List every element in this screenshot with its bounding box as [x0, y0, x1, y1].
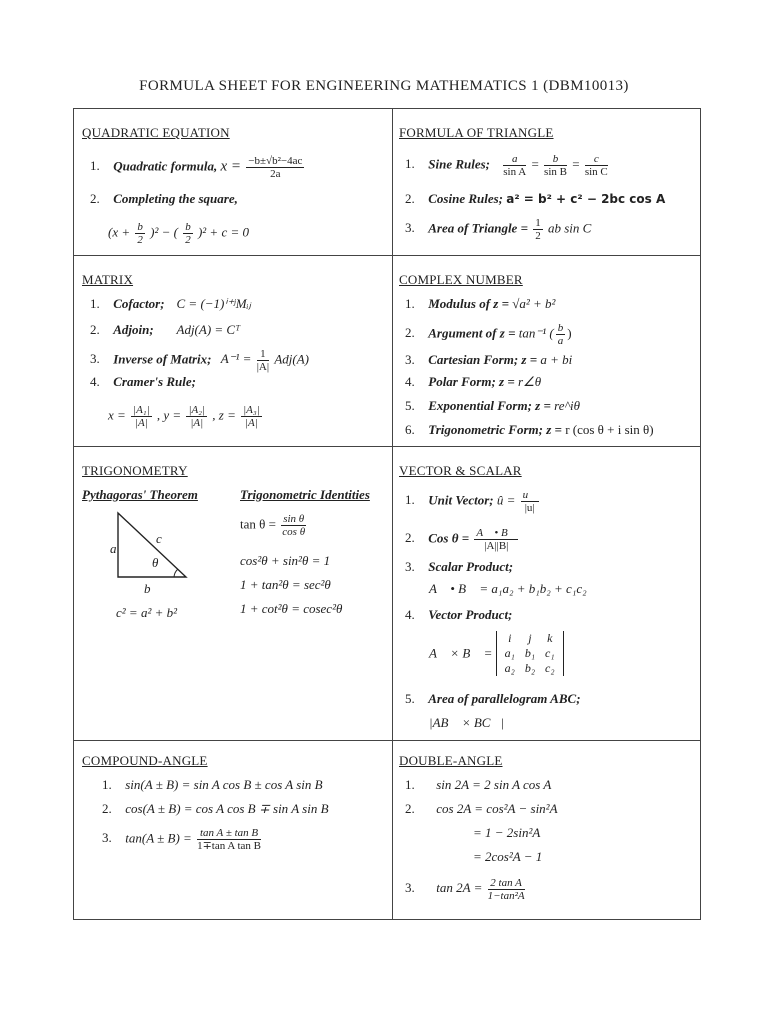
formula-line: 2. cos(A ± B) = cos A cos B ∓ sin A sin B [102, 801, 329, 816]
formula-line: 2. Completing the square, [90, 191, 238, 206]
identity-line: tan θ = $\frac{\text{sin θ}}{\text{cos θ}}$ [240, 513, 306, 538]
formula-line: A⃗ • B⃗ = a₁a₂ + b₁b₂ + c₁c₂ [429, 581, 587, 596]
fraction: $\frac{\text{−b±√b²−4ac}}{2a}$ [248, 155, 303, 180]
triangle-side-a: a [110, 541, 117, 556]
formula-line: 5. Area of parallelogram ABC; [405, 691, 581, 706]
formula-line: 3. Cartesian Form; z = a + bi [405, 352, 573, 367]
angle-arc [174, 569, 178, 577]
formula-line: 3. Area of Triangle = $\frac{1}{2}$ ab sin C [405, 217, 592, 242]
formula-line: 3. Scalar Product; [405, 559, 514, 574]
quadratic-section [74, 109, 392, 255]
formula-line: 6. Trigonometric Form; z = r (cos θ + i sin θ) [405, 422, 654, 437]
section-heading: QUADRATIC EQUATION [82, 125, 230, 140]
triangle-angle-theta: θ [152, 555, 159, 570]
determinant-matrix: i j k a₁ b₁ c₁ a₂ b₂ c₂ [496, 631, 564, 676]
section-heading: MATRIX [82, 272, 134, 287]
formula-line: 2. cos 2A = cos²A − sin²A [405, 801, 558, 816]
section-heading: TRIGONOMETRY [82, 463, 188, 478]
formula-line: 1. sin 2A = 2 sin A cos A [405, 777, 552, 792]
formula-line: 3. tan 2A = $\frac{\text{2 tan A}}{\text{1−tan²A}}$ [405, 877, 525, 902]
formula-line: 1. Cofactor; C = (−1)ⁱ⁺ʲMᵢⱼ [90, 296, 251, 311]
formula-line: 3. Inverse of Matrix; A⁻¹ = $\frac{1}{|A|}$ Adj(A) [90, 348, 309, 373]
formula-line: 2. Argument of z = tan⁻¹ ( $\frac{b}{a}$ ) [405, 322, 572, 347]
formula-table [73, 108, 701, 920]
trigonometry-section [74, 447, 392, 740]
identities-heading: Trigonometric Identities [240, 487, 370, 502]
section-heading: FORMULA OF TRIANGLE [399, 125, 554, 140]
formula-line: 5. Exponential Form; z = re^iθ [405, 398, 580, 413]
formula-line: 2. Adjoin; Adj(A) = Cᵀ [90, 322, 241, 337]
section-heading: VECTOR & SCALAR [399, 463, 522, 478]
formula-line: 4. Polar Form; z = r∠θ [405, 374, 542, 389]
formula-line: 1. sin(A ± B) = sin A cos B ± cos A sin B [102, 777, 323, 792]
formula-line: 1. Unit Vector; û = $\frac{u⃗}{|u|}$ [405, 489, 537, 514]
section-heading: COMPLEX NUMBER [399, 272, 523, 287]
formula-line: |AB⃗ × BC⃗| [429, 715, 505, 730]
right-triangle-diagram [104, 509, 194, 589]
formula-line: 2. Cosine Rules; a² = b² + c² − 2bc cos A [405, 191, 666, 206]
section-heading: COMPOUND-ANGLE [82, 753, 208, 768]
formula-line: 2. Cos θ = $\frac{A⃗ • B⃗}{|A||B|}$ [405, 527, 517, 552]
formula-line: 1. Sine Rules; $\frac{a}{\text{sin A}}$ = $\frac{b}{\text{sin B}}$ = $\frac{c}{\text{sin C}}$ [405, 153, 608, 178]
section-heading: DOUBLE-ANGLE [399, 753, 503, 768]
formula-line: 3. tan(A ± B) = $\frac{\text{tan A ± tan B}}{\text{1∓tan A tan B}}$ [102, 827, 261, 852]
identity-line: 1 + cot²θ = cosec²θ [240, 601, 343, 616]
vector-section [393, 447, 702, 740]
page-title: FORMULA SHEET FOR ENGINEERING MATHEMATICS 1 (DBM10013) [139, 78, 629, 94]
formula-line: 4. Cramer's Rule; [90, 374, 196, 389]
formula-line: 1. Quadratic formula, x = $\frac{\text{−b±√b²−4ac}}{2a}$ [90, 155, 303, 180]
complex-section [393, 256, 702, 446]
triangle-side-c: c [156, 531, 162, 546]
formula-line: x = $\frac{\text{|A₁|}}{|A|}$ , y = $\frac{\text{|A₂|}}{|A|}$ , z = $\frac{\text{|A₃|}}{|A|}$ [108, 404, 260, 429]
triangle-section [393, 109, 702, 255]
identity-line: cos²θ + sin²θ = 1 [240, 553, 331, 568]
formula-line: (x + $\frac{b}{2}$ )² − ( $\frac{b}{2}$ )² + c = 0 [108, 221, 249, 246]
pythagoras-formula: c² = a² + b² [116, 605, 178, 620]
identity-line: 1 + tan²θ = sec²θ [240, 577, 331, 592]
compound-angle-section [74, 741, 392, 921]
formula-line: = 2cos²A − 1 [473, 849, 543, 864]
formula-line: 4. Vector Product; [405, 607, 513, 622]
pythagoras-heading: Pythagoras' Theorem [82, 487, 198, 502]
triangle-side-b: b [144, 581, 151, 596]
vector-product-formula: A⃗ × B⃗ = i j k a₁ b₁ c₁ a₂ b₂ c₂ [429, 631, 564, 676]
double-angle-section [393, 741, 702, 921]
formula-line: 1. Modulus of z = √a² + b² [405, 296, 556, 311]
formula-line: = 1 − 2sin²A [473, 825, 541, 840]
matrix-section [74, 256, 392, 446]
